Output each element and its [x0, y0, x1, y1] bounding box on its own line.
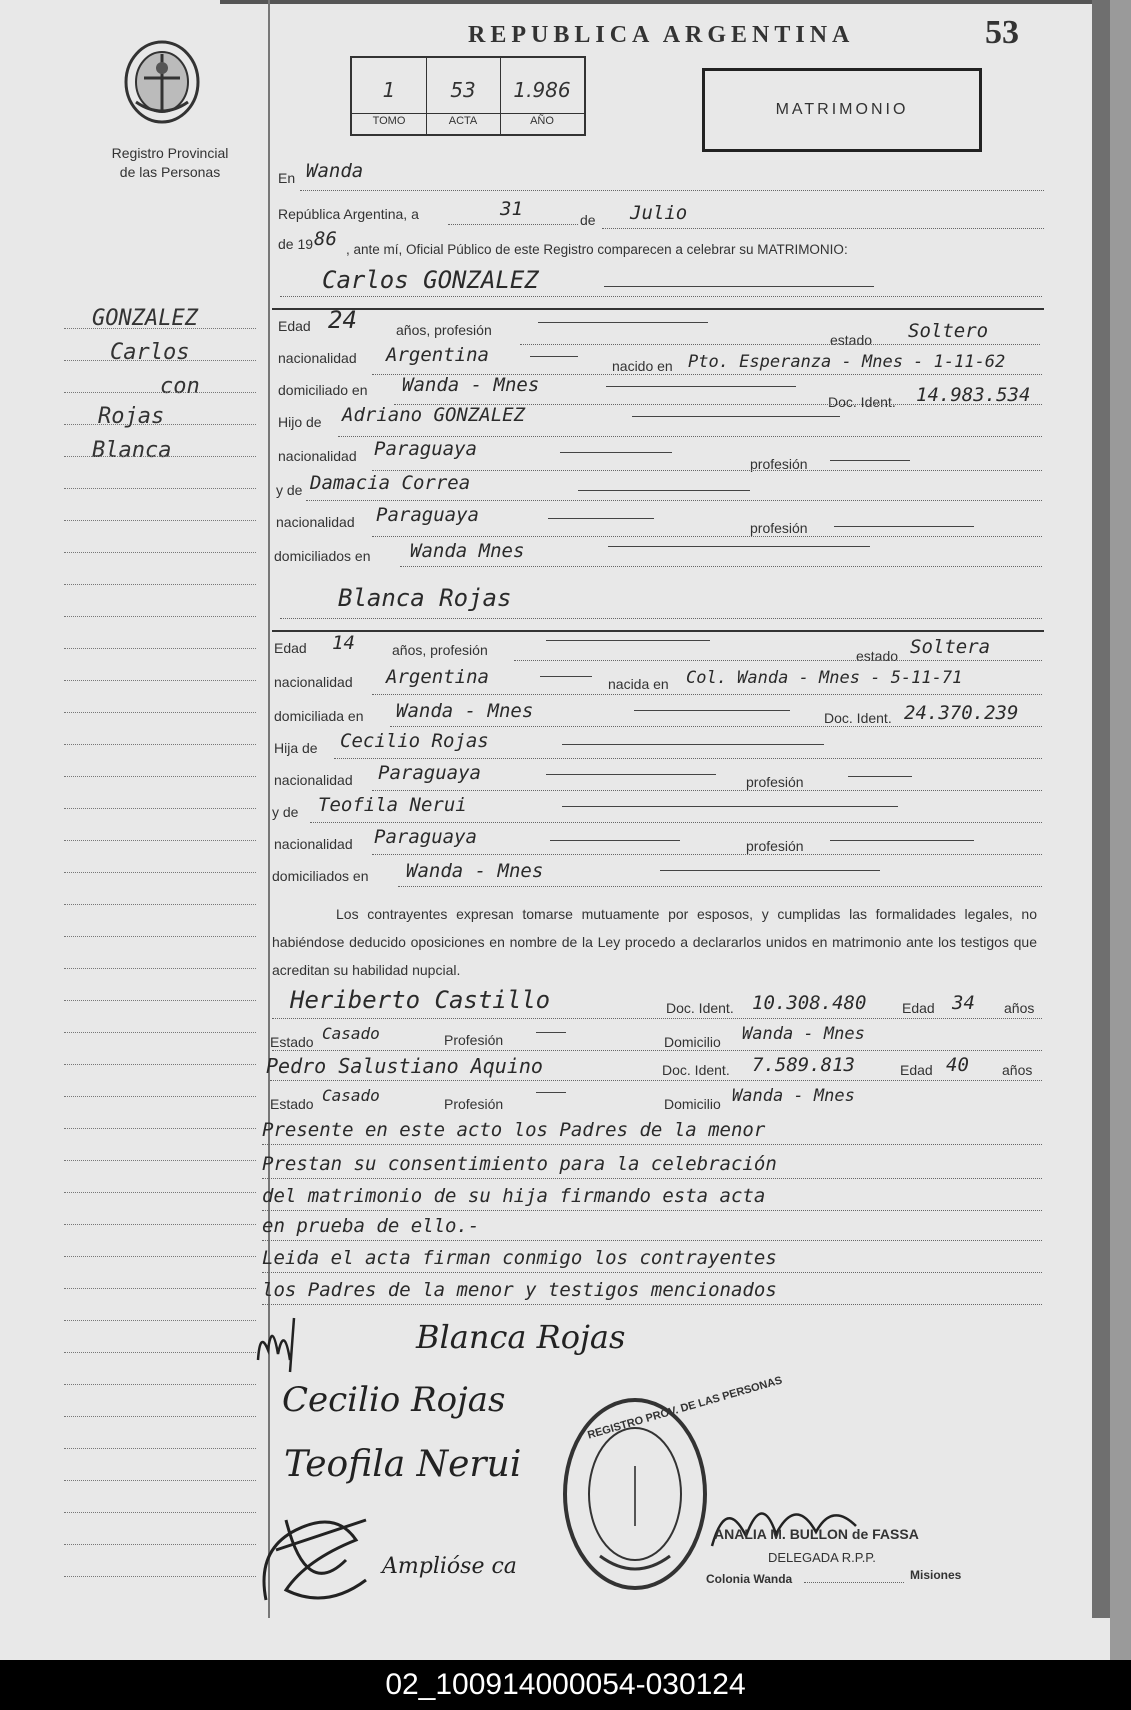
- tomo-value: 1: [382, 78, 396, 102]
- witness1-profesion-dash: [536, 1032, 566, 1033]
- groom-padres-dom-line: [400, 566, 1042, 567]
- groom-name: Carlos GONZALEZ: [322, 266, 539, 294]
- place-value: Wanda: [306, 160, 364, 182]
- bride-nac-label: nacionalidad: [274, 674, 353, 690]
- tomo-cell: [352, 58, 427, 134]
- margin-ruled-line: [64, 808, 256, 809]
- groom-hijo-label: Hijo de: [278, 414, 322, 430]
- groom-padre-line: [338, 436, 1042, 437]
- margin-ruled-line: [64, 840, 256, 841]
- groom-yde-label: y de: [276, 482, 303, 498]
- margin-ruled-line: [64, 360, 256, 361]
- margin-ruled-line: [64, 1256, 256, 1257]
- bride-padre-nac: Paraguaya: [378, 762, 481, 784]
- bride-padres-dom-dash: [660, 870, 880, 871]
- witness2-edad-label: Edad: [900, 1062, 933, 1078]
- official-name: ANALIA M. BULLON de FASSA: [714, 1526, 919, 1542]
- groom-estado: Soltero: [908, 320, 989, 342]
- day-value: 31: [500, 198, 523, 220]
- margin-ruled-line: [64, 1576, 256, 1577]
- bride-madre: Teofila Nerui: [318, 794, 467, 816]
- note-line-3: del matrimonio de su hija firmando esta acta: [262, 1182, 1042, 1211]
- witness2-profesion-dash: [536, 1092, 566, 1093]
- bride-padres-dom-label: domiciliados en: [272, 868, 369, 884]
- bride-padre-nac-line: [372, 790, 1042, 791]
- bride-profesion-dash: [546, 640, 710, 641]
- witness2-line: [270, 1080, 1042, 1081]
- bride-dom-label: domiciliada en: [274, 708, 364, 724]
- groom-padre: Adriano GONZALEZ: [342, 404, 526, 426]
- acta-cell: [426, 58, 501, 134]
- witness2-domicilio-label: Domicilio: [664, 1096, 721, 1112]
- groom-padres-dom: Wanda Mnes: [410, 540, 525, 562]
- bride-madre-dash: [562, 806, 898, 807]
- margin-ruled-line: [64, 424, 256, 425]
- stamp-location-left: Colonia Wanda: [706, 1572, 793, 1586]
- top-edge: [220, 0, 1110, 4]
- margin-ruled-line: [64, 1128, 256, 1129]
- book-spine: [1110, 0, 1131, 1660]
- groom-profesion-dash: [538, 322, 708, 323]
- groom-anos-label: años, profesión: [396, 322, 492, 338]
- bride-padre-nac-label: nacionalidad: [274, 772, 353, 788]
- groom-edad-line: [520, 344, 1040, 345]
- stamp-location-right: Misiones: [910, 1568, 962, 1582]
- margin-ruled-line: [64, 1000, 256, 1001]
- margin-ruled-line: [64, 680, 256, 681]
- bride-nacionalidad: Argentina: [386, 666, 489, 688]
- stamp-ring-text: REGISTRO PROV. DE LAS PERSONAS: [586, 1374, 784, 1442]
- groom-madre-dash: [578, 490, 750, 491]
- bride-signature: Blanca Rojas: [416, 1318, 626, 1356]
- groom-domicilio: Wanda - Mnes: [402, 374, 540, 396]
- bride-dom-line: [390, 726, 1042, 727]
- groom-doc: 14.983.534: [916, 384, 1031, 406]
- note-line-2: Prestan su consentimiento para la celebración: [262, 1150, 1042, 1179]
- official-title: DELEGADA R.P.P.: [768, 1550, 876, 1565]
- bride-nacida: Col. Wanda - Mnes - 5-11-71: [686, 668, 963, 688]
- bride-nac-dash: [540, 676, 592, 677]
- groom-madre-nac-line: [372, 536, 1042, 537]
- bride-padre-dash: [562, 744, 824, 745]
- registration-box: [350, 56, 586, 136]
- witness1-edad-label: Edad: [902, 1000, 935, 1016]
- margin-ruled-line: [64, 584, 256, 585]
- witness1-estado: Casado: [322, 1024, 380, 1043]
- record-type-box: [702, 68, 982, 152]
- margin-ruled-line: [64, 520, 256, 521]
- bride-padre-nac-dash: [546, 774, 716, 775]
- appear-text: , ante mí, Oficial Público de este Registro comparecen a celebrar su MATRIMONIO:: [346, 242, 848, 257]
- witness1-line: [272, 1018, 1042, 1019]
- bride-domicilio: Wanda - Mnes: [396, 700, 534, 722]
- month-line: [602, 228, 1044, 229]
- witness1-doc-label: Doc. Ident.: [666, 1000, 734, 1016]
- margin-note-con: con: [160, 374, 200, 399]
- groom-nacido-label: nacido en: [612, 358, 673, 374]
- groom-madre-nac-label: nacionalidad: [276, 514, 355, 530]
- bride-madre-line: [310, 822, 1042, 823]
- witness2-anos-label: años: [1002, 1062, 1033, 1078]
- witness1-line2: [272, 1050, 1042, 1051]
- note-line-6: los Padres de la menor y testigos mencionados: [262, 1276, 1042, 1305]
- day-line: [448, 224, 578, 225]
- bride-estado: Soltera: [910, 636, 991, 658]
- bride-hija-label: Hija de: [274, 740, 318, 756]
- bride-madre-nac: Paraguaya: [374, 826, 477, 848]
- margin-ruled-line: [64, 744, 256, 745]
- bride-separator: [272, 630, 1044, 632]
- witness2-doc-label: Doc. Ident.: [662, 1062, 730, 1078]
- margin-note-surname: GONZALEZ: [92, 306, 198, 331]
- margin-ruled-line: [64, 392, 256, 393]
- witness1-name: Heriberto Castillo: [290, 986, 551, 1014]
- bride-name-line: [280, 618, 1042, 619]
- tomo-label: TOMO: [352, 113, 426, 127]
- bride-padre: Cecilio Rojas: [340, 730, 489, 752]
- margin-ruled-line: [64, 552, 256, 553]
- witness2-name: Pedro Salustiano Aquino: [266, 1054, 543, 1078]
- margin-ruled-line: [64, 1416, 256, 1417]
- witness1-domicilio-label: Domicilio: [664, 1034, 721, 1050]
- bride-nac-line: [372, 694, 1042, 695]
- registry-line-1: Registro Provincial: [111, 145, 229, 161]
- groom-nacionalidad: Argentina: [386, 344, 489, 366]
- witness1-anos-label: años: [1004, 1000, 1035, 1016]
- margin-ruled-line: [64, 1064, 256, 1065]
- groom-madre-line: [306, 500, 1042, 501]
- bride-edad-line: [514, 660, 1042, 661]
- groom-padre-nac-dash: [560, 452, 672, 453]
- bride-doc: 24.370.239: [904, 702, 1019, 724]
- witness1-edad: 34: [952, 992, 975, 1014]
- groom-name-dash: [604, 286, 874, 287]
- margin-ruled-line: [64, 1384, 256, 1385]
- amendment-note: Amplióse ca: [382, 1554, 517, 1579]
- groom-madre-prof-dash: [834, 526, 974, 527]
- stamp-location-line: [804, 1582, 904, 1583]
- margin-ruled-line: [64, 968, 256, 969]
- margin-ruled-line: [64, 712, 256, 713]
- page-number: 53: [985, 14, 1019, 51]
- groom-padres-dom-dash: [608, 546, 870, 547]
- margin-ruled-line: [64, 1288, 256, 1289]
- bride-name: Blanca Rojas: [338, 584, 512, 612]
- ano-value: 1.986: [513, 78, 571, 102]
- groom-nacido: Pto. Esperanza - Mnes - 1-11-62: [688, 352, 1006, 372]
- witness2-domicilio: Wanda - Mnes: [732, 1086, 855, 1106]
- note-line-1: Presente en este acto los Padres de la menor: [262, 1116, 1042, 1145]
- margin-ruled-line: [64, 1224, 256, 1225]
- witness-scribble-signature: [246, 1490, 386, 1620]
- margin-ruled-line: [64, 456, 256, 457]
- bride-padre-line: [334, 758, 1042, 759]
- groom-padre-nac-label: nacionalidad: [278, 448, 357, 464]
- groom-doc-label: Doc. Ident.: [828, 394, 896, 410]
- margin-note-bride-name: Blanca: [92, 438, 172, 463]
- groom-padre-prof-dash: [830, 460, 910, 461]
- groom-padres-dom-label: domiciliados en: [274, 548, 371, 564]
- ano-label: AÑO: [500, 113, 584, 127]
- groom-nac-label: nacionalidad: [278, 350, 357, 366]
- margin-column: [0, 0, 268, 1618]
- bride-edad: 14: [332, 632, 355, 654]
- witness2-profesion-label: Profesión: [444, 1096, 504, 1112]
- margin-note-given-name: Carlos: [110, 340, 190, 365]
- margin-note-bride-surname: Rojas: [98, 404, 165, 429]
- groom-padre-nac: Paraguaya: [374, 438, 477, 460]
- margin-ruled-line: [64, 1160, 256, 1161]
- margin-ruled-line: [64, 904, 256, 905]
- bride-madre-nac-dash: [550, 840, 680, 841]
- note-line-5: Leida el acta firman conmigo los contrayentes: [262, 1244, 1042, 1273]
- en-label: En: [278, 170, 296, 186]
- officer-initials-signature: [250, 1310, 320, 1380]
- margin-ruled-line: [64, 1096, 256, 1097]
- bride-anos-label: años, profesión: [392, 642, 488, 658]
- groom-edad: 24: [328, 306, 357, 334]
- margin-ruled-line: [64, 648, 256, 649]
- month-value: Julio: [630, 202, 688, 224]
- witness1-profesion-label: Profesión: [444, 1032, 504, 1048]
- bride-madre-prof-dash: [830, 840, 974, 841]
- margin-ruled-line: [64, 1512, 256, 1513]
- witness2-estado: Casado: [322, 1086, 380, 1105]
- bride-nacida-label: nacida en: [608, 676, 669, 692]
- note-line-4: en prueba de ello.-: [262, 1212, 1042, 1241]
- groom-madre-nac: Paraguaya: [376, 504, 479, 526]
- witness1-domicilio: Wanda - Mnes: [742, 1024, 865, 1044]
- margin-ruled-line: [64, 776, 256, 777]
- place-line: [300, 190, 1044, 191]
- groom-nac-dash: [530, 356, 578, 357]
- bride-estado-label: estado: [856, 648, 899, 664]
- groom-edad-label: Edad: [278, 318, 311, 334]
- margin-ruled-line: [64, 936, 256, 937]
- acta-label: ACTA: [426, 113, 500, 127]
- acta-value: 53: [450, 78, 476, 102]
- groom-padre-dash: [632, 416, 840, 417]
- witness1-estado-label: Estado: [270, 1034, 314, 1050]
- bride-edad-label: Edad: [274, 640, 307, 656]
- ano-cell: [500, 58, 584, 134]
- margin-ruled-line: [64, 488, 256, 489]
- witness2-estado-label: Estado: [270, 1096, 314, 1112]
- margin-ruled-line: [64, 1320, 256, 1321]
- groom-padre-nac-line: [372, 470, 1042, 471]
- bride-doc-label: Doc. Ident.: [824, 710, 892, 726]
- registry-name: [80, 144, 260, 182]
- bride-madre-nac-line: [372, 854, 1042, 855]
- bride-padres-dom-line: [398, 886, 1042, 887]
- country-title: REPUBLICA ARGENTINA: [468, 22, 855, 48]
- groom-dom-label: domiciliado en: [278, 382, 368, 398]
- bride-yde-label: y de: [272, 804, 299, 820]
- witness2-edad: 40: [946, 1054, 969, 1076]
- binding-edge: [1092, 0, 1110, 1618]
- groom-name-line: [280, 296, 1042, 297]
- groom-madre-prof-label: profesión: [750, 520, 808, 536]
- footer-caption: 02_100914000054-030124: [0, 1660, 1131, 1710]
- margin-ruled-line: [64, 1544, 256, 1545]
- bride-padre-prof-label: profesión: [746, 774, 804, 790]
- father-signature: Cecilio Rojas: [282, 1380, 506, 1420]
- bride-madre-prof-label: profesión: [746, 838, 804, 854]
- groom-madre: Damacia Correa: [310, 472, 471, 494]
- margin-ruled-line: [64, 872, 256, 873]
- groom-separator: [272, 308, 1044, 310]
- margin-ruled-line: [64, 1448, 256, 1449]
- groom-estado-label: estado: [830, 332, 873, 348]
- witness2-doc: 7.589.813: [752, 1054, 855, 1076]
- groom-madre-nac-dash: [548, 518, 654, 519]
- de-label: de: [580, 212, 596, 228]
- bride-padre-prof-dash: [848, 776, 912, 777]
- margin-ruled-line: [64, 1032, 256, 1033]
- witness1-doc: 10.308.480: [752, 992, 867, 1014]
- bride-madre-nac-label: nacionalidad: [274, 836, 353, 852]
- year-value: 86: [314, 228, 337, 250]
- record-type: MATRIMONIO: [775, 101, 909, 118]
- margin-ruled-line: [64, 1480, 256, 1481]
- year-prefix: de 19: [278, 236, 314, 252]
- margin-ruled-line: [64, 1192, 256, 1193]
- groom-dom-dash: [606, 386, 796, 387]
- provincial-seal-icon: [122, 40, 202, 125]
- bride-padres-dom: Wanda - Mnes: [406, 860, 544, 882]
- registry-line-2: de las Personas: [119, 164, 221, 180]
- margin-ruled-line: [64, 616, 256, 617]
- margin-ruled-line: [64, 328, 256, 329]
- margin-ruled-line: [64, 1352, 256, 1353]
- bride-dom-dash: [634, 710, 790, 711]
- declaration-text: Los contrayentes expresan tomarse mutuamente por esposos, y cumplidas las formalidades legales, no habiéndose deducido oposiciones en nombre de la Ley procedo a declararlos unidos en matrimonio ante los testigos que acreditan su habilidad nupcial.: [272, 906, 1037, 978]
- republic-label: República Argentina, a: [278, 206, 419, 222]
- mother-signature: Teofila Nerui: [284, 1444, 522, 1485]
- groom-padre-prof-label: profesión: [750, 456, 808, 472]
